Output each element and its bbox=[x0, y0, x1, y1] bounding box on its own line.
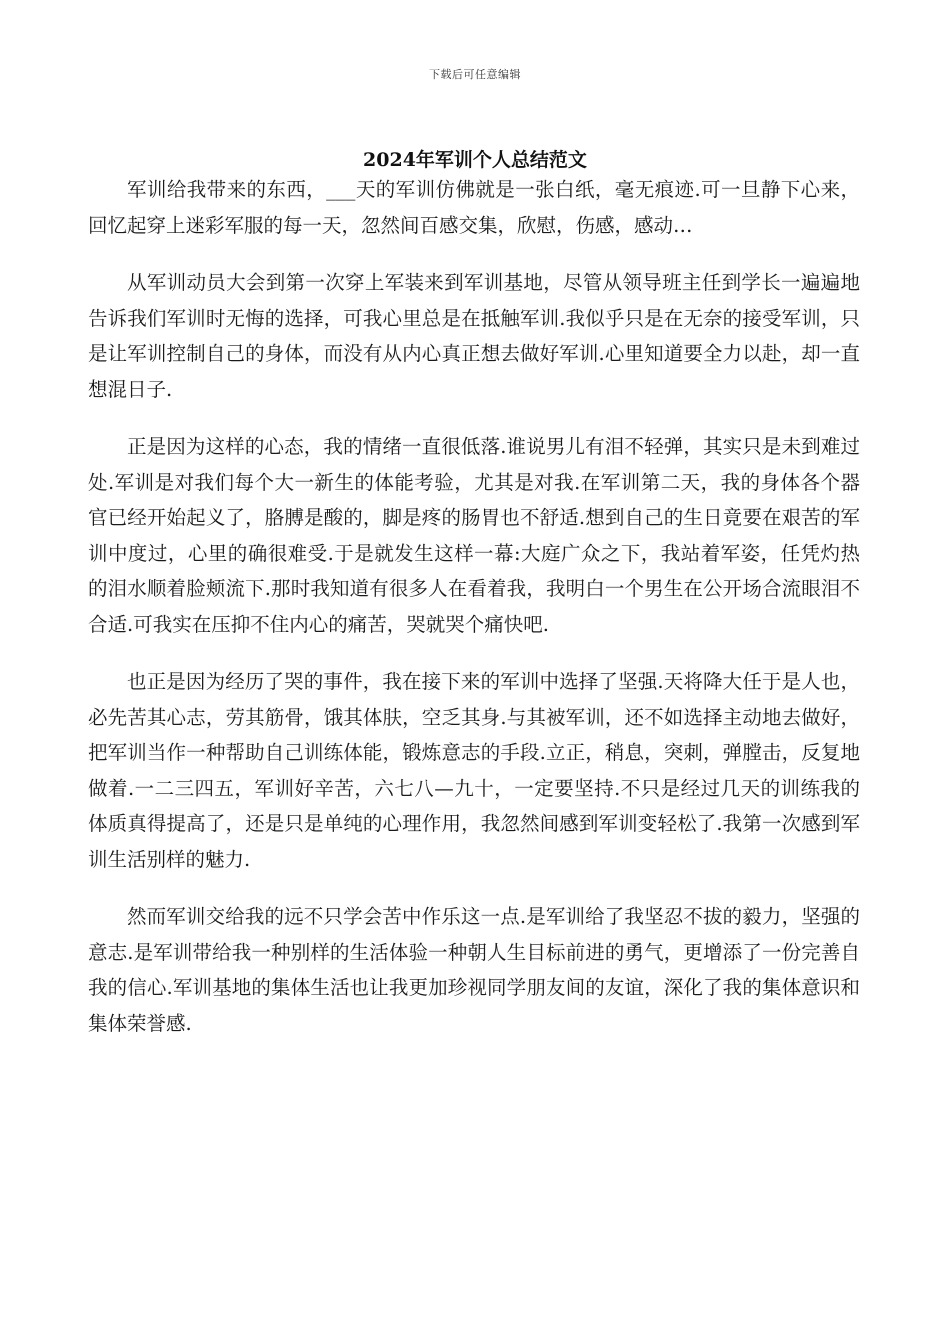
document-body bbox=[88, 172, 860, 1063]
paragraph-4: 也正是因为经历了哭的事件，我在接下来的军训中选择了坚强.天将降大任于是人也，必先苦其心志，劳其筋骨，饿其体肤，空乏其身.与其被军训，还不如选择主动地去做好，把军训当作一种帮助自己训练体能，锻炼意志的手段.立正，稍息，突刺，弹膛击，反复地做着.一二三四五，军训好辛苦，六七八—九十，一定要坚持.不只是经过几天的训练我的体质真得提高了，还是只是单纯的心理作用，我忽然间感到军训变轻松了.我第一次感到军训生活别样的魅力. bbox=[88, 670, 860, 871]
paragraph-5: 然而军训交给我的远不只学会苦中作乐这一点.是军训给了我坚忍不拔的毅力，坚强的意志.是军训带给我一种别样的生活体验一种朝人生目标前进的勇气，更增添了一份完善自我的信心.军训基地的集体生活也让我更加珍视同学朋友间的友谊，深化了我的集体意识和集体荣誉感. bbox=[88, 905, 860, 1035]
document-title: 2024年军训个人总结范文 bbox=[363, 149, 587, 171]
paragraph-3: 正是因为这样的心态，我的情绪一直很低落.谁说男儿有泪不轻弹，其实只是未到难过处.军训是对我们每个大一新生的体能考验，尤其是对我.在军训第二天，我的身体各个器官已经开始起义了，胳膊是酸的，脚是疼的肠胃也不舒适.想到自己的生日竟要在艰苦的军训中度过，心里的确很难受.于是就发生这样一幕:大庭广众之下，我站着军姿，任凭灼热的泪水顺着脸颊流下.那时我知道有很多人在看着我，我明白一个男生在公开场合流眼泪不合适.可我实在压抑不住内心的痛苦，哭就哭个痛快吧. bbox=[88, 435, 860, 636]
paragraph-1: 军训给我带来的东西，___天的军训仿佛就是一张白纸，毫无痕迹.可一旦静下心来，回忆起穿上迷彩军服的每一天，忽然间百感交集，欣慰，伤感，感动… bbox=[88, 178, 860, 237]
paragraph-2: 从军训动员大会到第一次穿上军装来到军训基地，尽管从领导班主任到学长一遍遍地告诉我们军训时无悔的选择，可我心里总是在抵触军训.我似乎只是在无奈的接受军训，只是让军训控制自己的身体，而没有从内心真正想去做好军训.心里知道要全力以赴，却一直想混日子. bbox=[88, 271, 860, 401]
page-header-note: 下载后可任意编辑 bbox=[429, 68, 521, 81]
